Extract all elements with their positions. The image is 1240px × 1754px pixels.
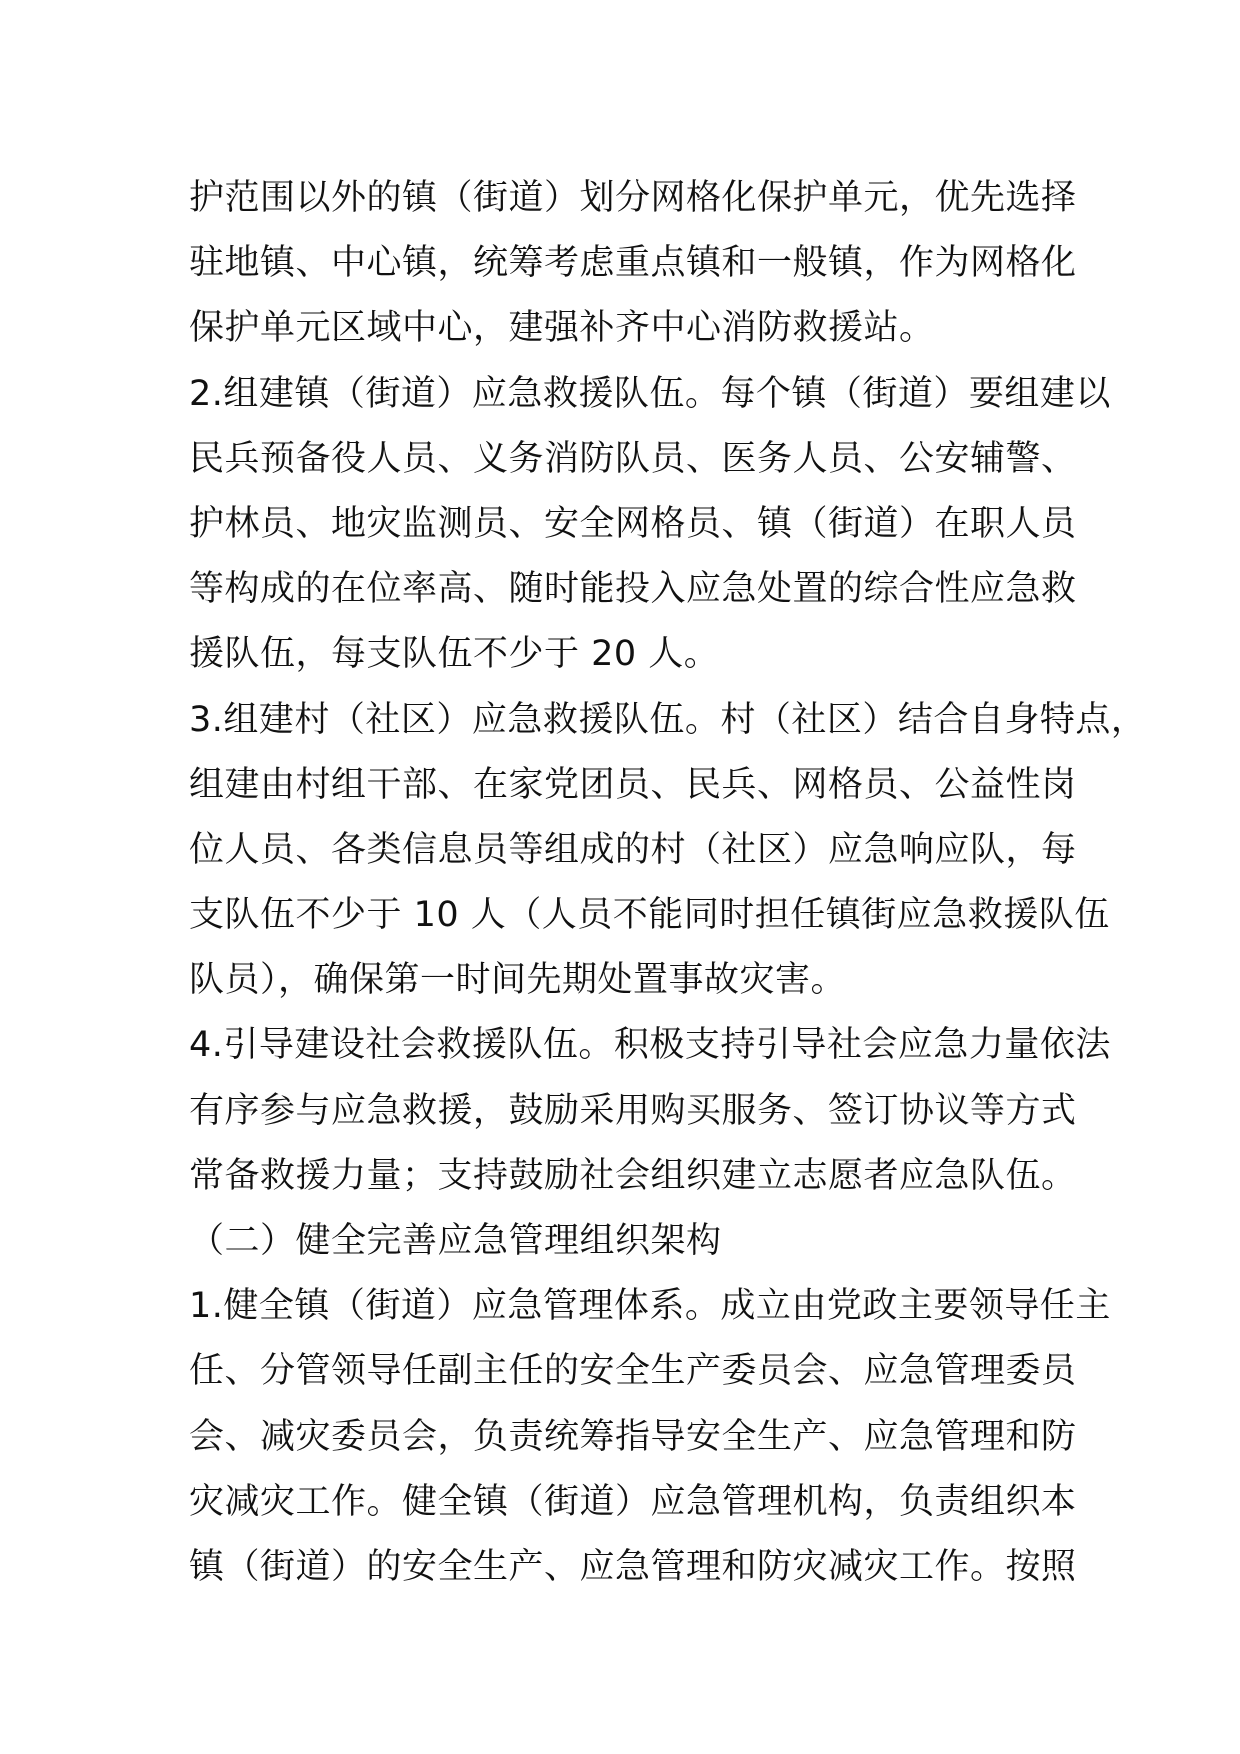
text-line: 灾减灾工作。健全镇（街道）应急管理机构，负责组织本 xyxy=(189,1481,1077,1522)
text-line: 支队伍不少于 10 人（人员不能同时担任镇街应急救援队伍 xyxy=(189,895,1110,936)
text-line: 1.健全镇（街道）应急管理体系。成立由党政主要领导任主 xyxy=(189,1286,1111,1327)
text-line: 保护单元区域中心，建强补齐中心消防救援站。 xyxy=(189,308,935,349)
text-line: 等构成的在位率高、随时能投入应急处置的综合性应急救 xyxy=(189,569,1077,610)
section-heading: （二）健全完善应急管理组织架构 xyxy=(189,1221,722,1261)
text-line: 援队伍，每支队伍不少于 20 人。 xyxy=(189,634,720,675)
text-line: 4.引导建设社会救援队伍。积极支持引导社会应急力量依法 xyxy=(189,1025,1111,1066)
text-line: 组建由村组干部、在家党团员、民兵、网格员、公益性岗 xyxy=(189,764,1077,805)
text-line: 任、分管领导任副主任的安全生产委员会、应急管理委员 xyxy=(189,1351,1077,1392)
text-line: 民兵预备役人员、义务消防队员、医务人员、公安辅警、 xyxy=(189,438,1077,479)
text-line: 护范围以外的镇（街道）划分网格化保护单元，优先选择 xyxy=(189,178,1077,218)
text-line: 镇（街道）的安全生产、应急管理和防灾减灾工作。按照 xyxy=(189,1546,1077,1587)
text-line: 2.组建镇（街道）应急救援队伍。每个镇（街道）要组建以 xyxy=(189,373,1111,414)
text-line: 驻地镇、中心镇，统筹考虑重点镇和一般镇，作为网格化 xyxy=(189,243,1077,284)
text-line: 位人员、各类信息员等组成的村（社区）应急响应队，每 xyxy=(189,829,1077,870)
text-line: 护林员、地灾监测员、安全网格员、镇（街道）在职人员 xyxy=(189,503,1077,544)
text-line: 常备救援力量；支持鼓励社会组织建立志愿者应急队伍。 xyxy=(189,1155,1077,1196)
text-line: 队员），确保第一时间先期处置事故灾害。 xyxy=(189,960,847,1001)
text-line: 3.组建村（社区）应急救援队伍。村（社区）结合自身特点， xyxy=(189,699,1147,740)
body-text xyxy=(189,166,1147,1600)
text-line: 有序参与应急救援，鼓励采用购买服务、签订协议等方式 xyxy=(189,1090,1077,1131)
text-line: 会、减灾委员会，负责统筹指导安全生产、应急管理和防 xyxy=(189,1416,1077,1457)
